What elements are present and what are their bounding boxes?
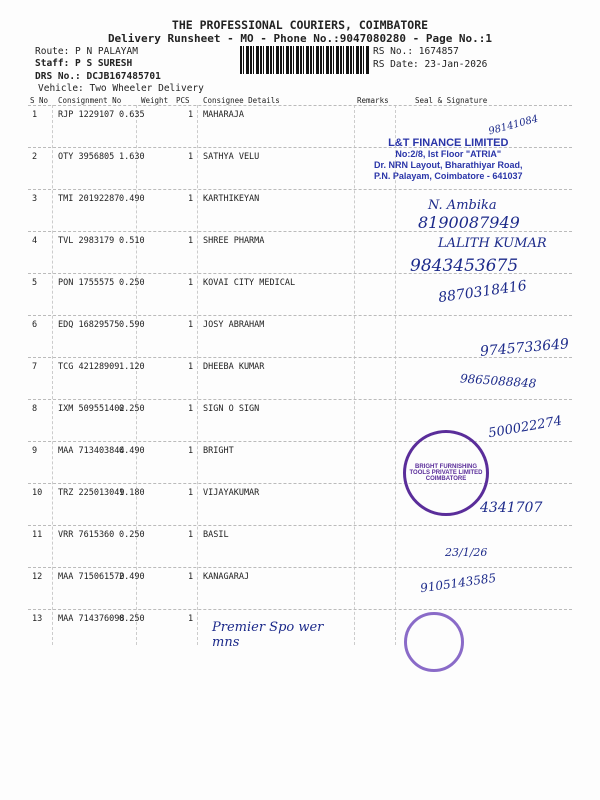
col-consignee: Consignee Details: [203, 96, 280, 105]
consignee-name: VIJAYAKUMAR: [203, 488, 260, 498]
weight: 1.120: [119, 362, 145, 372]
pieces: 1: [188, 404, 194, 414]
pieces: 1: [188, 320, 194, 330]
serial-number: 11: [32, 530, 43, 540]
consignment-number: PON 1755575: [58, 278, 115, 288]
stamp-name: L&T FINANCE LIMITED: [388, 137, 509, 149]
handwritten-phone: 8190087949: [418, 213, 520, 232]
stamp-line: Dr. NRN Layout, Bharathiyar Road,: [374, 160, 523, 170]
company-title: THE PROFESSIONAL COURIERS, COIMBATORE: [171, 18, 429, 32]
consignee-name: KARTHIKEYAN: [203, 194, 260, 204]
staff: Staff: P S SURESH: [35, 58, 133, 69]
pieces: 1: [188, 236, 194, 246]
serial-number: 2: [32, 152, 38, 162]
weight: 0.490: [119, 446, 145, 456]
company-seal: BRIGHT FURNISHING TOOLS PRIVATE LIMITED COIMBATORE: [403, 430, 489, 516]
rs-date: RS Date: 23-Jan-2026: [373, 59, 488, 70]
stamp-line: P.N. Palayam, Coimbatore - 641037: [374, 171, 523, 181]
barcode: [240, 46, 370, 74]
handwritten-phone: 8870318416: [437, 277, 528, 307]
handwritten-phone: 9105143585: [419, 570, 497, 596]
serial-number: 4: [32, 236, 38, 246]
pieces: 1: [188, 110, 194, 120]
pieces: 1: [188, 488, 194, 498]
stamp-line: No:2/8, Ist Floor "ATRIA": [395, 149, 502, 159]
serial-number: 3: [32, 194, 38, 204]
table-row: [28, 400, 568, 442]
consignee-name: SATHYA VELU: [203, 152, 260, 162]
round-seal: [404, 612, 464, 672]
consignee-name: MAHARAJA: [203, 110, 244, 120]
pieces: 1: [188, 362, 194, 372]
consignment-number: TMI 20192287: [58, 194, 120, 204]
serial-number: 12: [32, 572, 43, 582]
consignee-name: JOSY ABRAHAM: [203, 320, 265, 330]
serial-number: 9: [32, 446, 38, 456]
col-weight: Weight: [141, 96, 169, 105]
serial-number: 5: [32, 278, 38, 288]
serial-number: 6: [32, 320, 38, 330]
pieces: 1: [188, 152, 194, 162]
handwritten-remark: Premier Spo wer mns: [212, 620, 324, 650]
weight: 0.250: [119, 278, 145, 288]
consignee-name: SHREE PHARMA: [203, 236, 265, 246]
handwritten-number: 4341707: [480, 500, 543, 516]
serial-number: 10: [32, 488, 43, 498]
handwritten-phone: 500022274: [487, 413, 564, 442]
weight: 0.590: [119, 320, 145, 330]
consignment-number: TCG 42128909: [58, 362, 120, 372]
consignment-number: MAA 713403844: [58, 446, 125, 456]
handwritten-phone: 9843453675: [410, 256, 519, 276]
weight: 0.490: [119, 194, 145, 204]
drs-no: DRS No.: DCJB167485701: [35, 71, 161, 82]
handwritten-phone: 9745733649: [479, 336, 570, 360]
pieces: 1: [188, 446, 194, 456]
lt-finance-stamp: [374, 138, 523, 182]
weight: 0.250: [119, 530, 145, 540]
consignment-number: IXM 509551402: [58, 404, 125, 414]
consignment-number: MAA 715061570: [58, 572, 125, 582]
consignment-number: EDQ 16829575: [58, 320, 120, 330]
col-pcs: PCS: [176, 96, 190, 105]
consignment-number: TRZ 225013049: [58, 488, 125, 498]
consignee-name: BASIL: [203, 530, 229, 540]
consignment-number: MAA 714376098: [58, 614, 125, 624]
pieces: 1: [188, 194, 194, 204]
consignment-number: RJP 1229107: [58, 110, 115, 120]
handwritten-number: 98141084: [487, 113, 540, 138]
weight: 0.635: [119, 110, 145, 120]
col-remarks: Remarks: [357, 96, 389, 105]
serial-number: 13: [32, 614, 43, 624]
pieces: 1: [188, 572, 194, 582]
weight: 2.490: [119, 572, 145, 582]
weight: 0.510: [119, 236, 145, 246]
serial-number: 7: [32, 362, 38, 372]
weight: 0.250: [119, 614, 145, 624]
pieces: 1: [188, 614, 194, 624]
pieces: 1: [188, 530, 194, 540]
col-seal: Seal & Signature: [415, 96, 488, 105]
handwritten-name: LALITH KUMAR: [438, 236, 547, 251]
consignee-name: KOVAI CITY MEDICAL: [203, 278, 296, 288]
weight: 1.180: [119, 488, 145, 498]
consignee-name: KANAGARAJ: [203, 572, 250, 582]
col-sno: S No: [30, 96, 49, 105]
handwritten-name: N. Ambika: [428, 198, 497, 213]
handwritten-phone: 9865088848: [459, 371, 537, 391]
serial-number: 1: [32, 110, 38, 120]
consignment-number: VRR 7615360: [58, 530, 115, 540]
weight: 0.250: [119, 404, 145, 414]
col-consignment: Consignment No: [58, 96, 122, 105]
consignment-number: TVL 2983179: [58, 236, 115, 246]
route: Route: P N PALAYAM: [35, 46, 138, 57]
runsheet-subtitle: Delivery Runsheet - MO - Phone No.:9047080280 - Page No.:1: [107, 32, 493, 45]
consignee-name: DHEEBA KUMAR: [203, 362, 265, 372]
weight: 1.630: [119, 152, 145, 162]
vehicle: Vehicle: Two Wheeler Delivery: [38, 83, 204, 94]
handwritten-date: 23/1/26: [445, 546, 488, 559]
rs-no: RS No.: 1674857: [373, 46, 459, 57]
serial-number: 8: [32, 404, 38, 414]
pieces: 1: [188, 278, 194, 288]
consignee-name: SIGN O SIGN: [203, 404, 260, 414]
consignee-name: BRIGHT: [203, 446, 234, 456]
consignment-number: OTY 3956805: [58, 152, 115, 162]
